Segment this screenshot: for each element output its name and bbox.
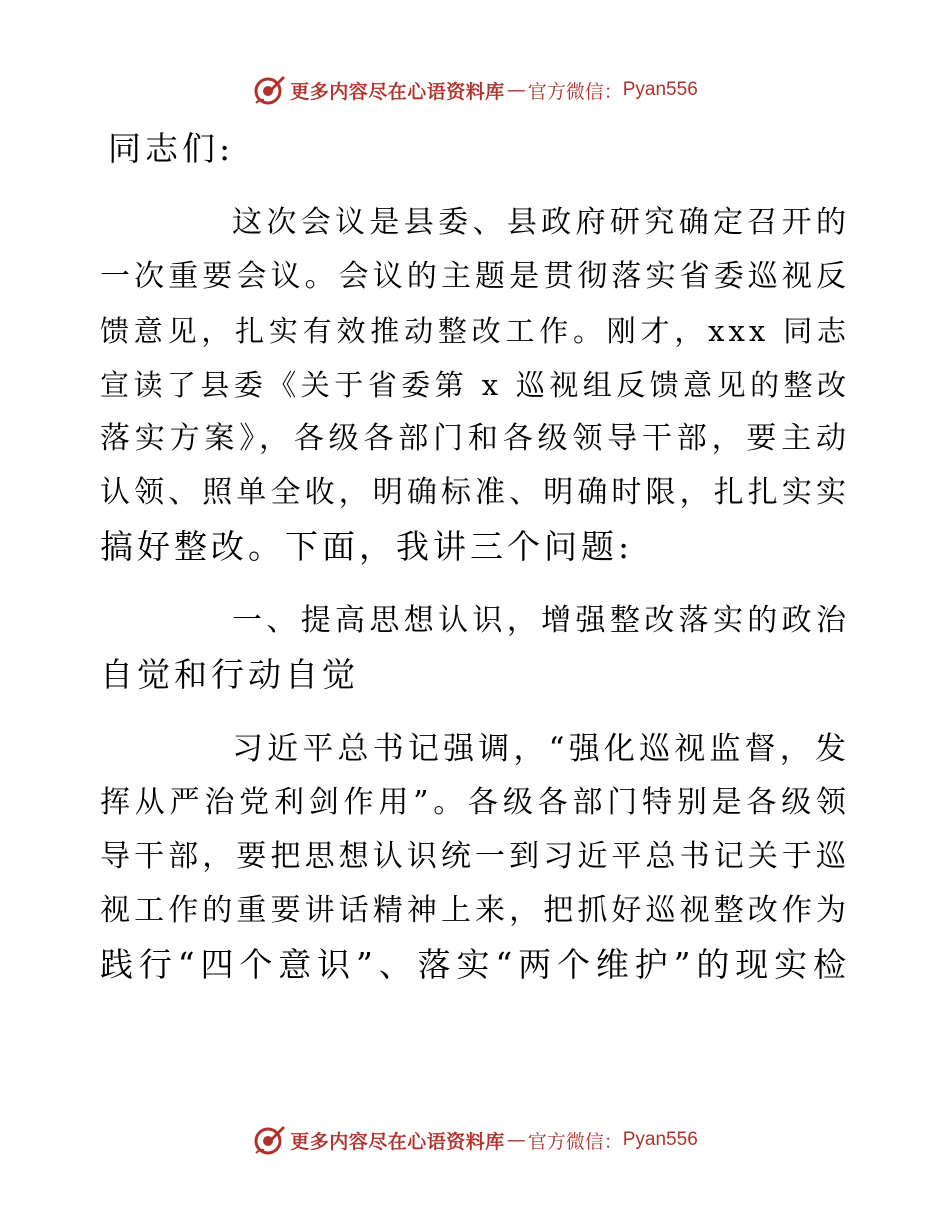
- text-line: 挥从严治党利剑作用”。各级各部门特别是各级领: [100, 785, 850, 820]
- banner-wechat-label: 官方微信：: [527, 80, 623, 103]
- document-body: [100, 122, 850, 992]
- banner-text: 更多内容尽在心语资料库: [290, 1130, 505, 1153]
- paragraph-2: [100, 722, 850, 992]
- text-line: 视工作的重要讲话精神上来，把抓好巡视整改作为: [100, 893, 850, 928]
- banner-separator: —: [506, 79, 526, 101]
- heading-line: 一、提高思想认识，增强整改落实的政治: [232, 603, 850, 638]
- banner-separator: —: [506, 1129, 526, 1151]
- banner-wechat-label: 官方微信：: [527, 1130, 623, 1153]
- text-line: 一次重要会议。会议的主题是贯彻落实省委巡视反: [100, 259, 850, 294]
- pen-logo-icon: [252, 1123, 286, 1157]
- header-banner: [0, 68, 950, 112]
- pen-logo-icon: [252, 73, 286, 107]
- banner-wechat-id: Pyan556: [622, 79, 698, 100]
- heading-line: 自觉和行动自觉: [100, 655, 359, 694]
- text-line: 馈意见，扎实有效推动整改工作。刚才，xxx 同志: [100, 314, 850, 348]
- paragraph-1: [100, 196, 850, 574]
- section-heading-1: [100, 594, 850, 702]
- text-line: 落实方案》，各级各部门和各级领导干部，要主动: [100, 421, 850, 456]
- text-line: 导干部，要把思想认识统一到习近平总书记关于巡: [100, 839, 850, 874]
- text-line: 认领、照单全收，明确标准、明确时限，扎扎实实: [100, 475, 850, 510]
- salutation: 同志们:: [108, 129, 235, 168]
- banner-text: 更多内容尽在心语资料库: [290, 80, 505, 103]
- text-line: 宣读了县委《关于省委第 x 巡视组反馈意见的整改: [100, 368, 850, 402]
- banner-wechat-id: Pyan556: [622, 1129, 698, 1150]
- footer-banner: [0, 1118, 950, 1162]
- text-line: 践行“四个意识”、落实“两个维护”的现实检: [100, 945, 850, 984]
- text-line: 搞好整改。下面，我讲三个问题:: [100, 527, 634, 566]
- text-line: 这次会议是县委、县政府研究确定召开的: [232, 205, 850, 240]
- text-line: 习近平总书记强调，“强化巡视监督，发: [232, 731, 850, 767]
